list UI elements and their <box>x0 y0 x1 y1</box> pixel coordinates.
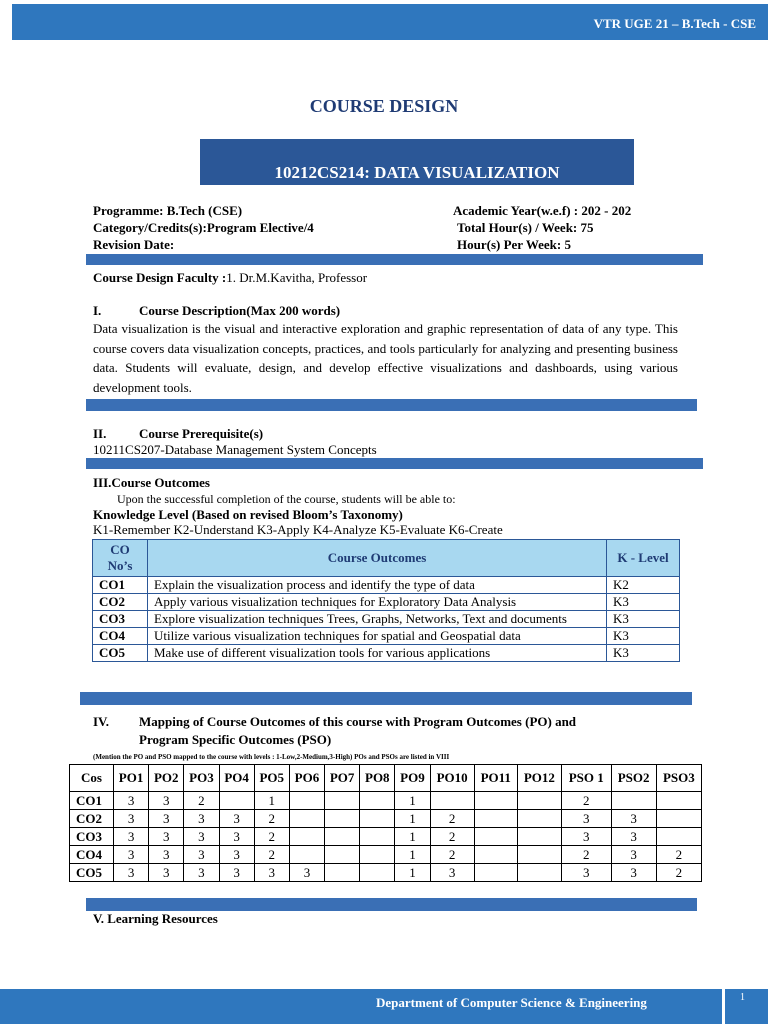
table-header: PO5 <box>254 765 289 792</box>
table-cell <box>289 810 324 828</box>
table-header: Cos <box>70 765 114 792</box>
divider-bar <box>86 898 697 911</box>
table-cell <box>430 792 474 810</box>
table-cell <box>325 792 360 810</box>
table-header: PSO 1 <box>561 765 611 792</box>
table-cell: 3 <box>149 864 184 882</box>
table-cell: CO5 <box>93 645 148 662</box>
table-cell: CO1 <box>70 792 114 810</box>
table-cell: 1 <box>395 810 430 828</box>
table-cell: 3 <box>219 846 254 864</box>
table-cell: CO2 <box>93 594 148 611</box>
table-cell <box>360 792 395 810</box>
footer-band <box>0 989 768 1024</box>
table-cell: 3 <box>289 864 324 882</box>
table-row <box>93 577 680 594</box>
programme: Programme: B.Tech (CSE) <box>93 203 243 218</box>
course-description: Data visualization is the visual and interactive exploration and graphic representation of data of any type. This course covers data visualization concepts, practices, and tools particularly for analyzing and presenting business data. Students will evaluate, design, and develop effective visualizations and dashboards, using various development tools. <box>93 321 678 395</box>
category: Category/Credits(s):Program Elective/4 <box>93 220 314 235</box>
mapping-note: (Mention the PO and PSO mapped to the course with levels : 1-Low,2-Medium,3-High) POs and PSOs are listed in VIII <box>93 753 450 761</box>
table-cell: 3 <box>611 864 656 882</box>
table-cell <box>517 846 561 864</box>
table-cell: 3 <box>561 810 611 828</box>
table-cell: 3 <box>114 810 149 828</box>
table-cell: 3 <box>114 846 149 864</box>
table-cell: 2 <box>254 810 289 828</box>
table-cell: 3 <box>219 828 254 846</box>
knowledge-level-title: Knowledge Level (Based on revised Bloom’s Taxonomy) <box>93 507 403 522</box>
table-header: PO12 <box>517 765 561 792</box>
table-header: PO11 <box>474 765 517 792</box>
section-5-title: V. Learning Resources <box>93 911 218 926</box>
header-band <box>12 4 768 40</box>
table-cell: K2 <box>607 577 680 594</box>
table-cell: 3 <box>114 828 149 846</box>
table-cell: 3 <box>561 828 611 846</box>
table-cell: 3 <box>149 828 184 846</box>
course-title: 10212CS214: DATA VISUALIZATION <box>274 163 560 182</box>
table-cell: 1 <box>395 828 430 846</box>
table-cell: CO3 <box>93 611 148 628</box>
table-cell: 3 <box>184 864 219 882</box>
section-3-title: III.Course Outcomes <box>93 475 210 490</box>
hours-per-week: Hour(s) Per Week: 5 <box>457 237 571 252</box>
table-header-row <box>93 540 680 577</box>
faculty-label: Course Design Faculty : <box>93 270 227 285</box>
course-outcomes-table <box>92 539 680 662</box>
table-cell: 2 <box>430 846 474 864</box>
revision-date: Revision Date: <box>93 237 175 252</box>
table-cell <box>517 864 561 882</box>
table-cell: 3 <box>430 864 474 882</box>
faculty-value: 1. Dr.M.Kavitha, Professor <box>226 270 368 285</box>
table-cell: CO4 <box>93 628 148 645</box>
table-header: PO6 <box>289 765 324 792</box>
table-header: K - Level <box>607 540 680 577</box>
table-header: PO10 <box>430 765 474 792</box>
table-cell <box>517 828 561 846</box>
table-row <box>70 828 702 846</box>
section-2-number: II. <box>93 426 107 441</box>
table-cell <box>474 828 517 846</box>
table-cell: K3 <box>607 611 680 628</box>
table-cell: 2 <box>254 846 289 864</box>
table-cell: K3 <box>607 594 680 611</box>
table-cell <box>325 828 360 846</box>
total-hours: Total Hour(s) / Week: 75 <box>457 220 594 235</box>
table-cell: 3 <box>149 792 184 810</box>
table-header: Course Outcomes <box>148 540 607 577</box>
table-cell: Apply various visualization techniques for Exploratory Data Analysis <box>148 594 607 611</box>
table-cell: 3 <box>149 846 184 864</box>
table-header: PO7 <box>325 765 360 792</box>
table-cell: 3 <box>184 846 219 864</box>
table-cell <box>360 828 395 846</box>
table-cell: 3 <box>611 828 656 846</box>
footer-department: Department of Computer Science & Engineering <box>376 995 647 1010</box>
table-row <box>70 846 702 864</box>
table-cell <box>474 792 517 810</box>
table-cell: 2 <box>184 792 219 810</box>
table-cell <box>474 846 517 864</box>
header-text: VTR UGE 21 – B.Tech - CSE <box>593 16 756 31</box>
table-cell: 2 <box>561 792 611 810</box>
divider-bar <box>86 254 703 265</box>
table-row <box>93 628 680 645</box>
table-cell: 3 <box>149 810 184 828</box>
table-cell: CO2 <box>70 810 114 828</box>
table-cell: Utilize various visualization techniques for spatial and Geospatial data <box>148 628 607 645</box>
table-cell: 3 <box>114 864 149 882</box>
table-row <box>93 611 680 628</box>
table-cell: K3 <box>607 645 680 662</box>
table-cell <box>325 864 360 882</box>
table-cell: 2 <box>561 846 611 864</box>
section-1-number: I. <box>93 303 102 318</box>
table-cell: 3 <box>184 810 219 828</box>
section-2-title: Course Prerequisite(s) <box>139 426 264 441</box>
table-cell <box>289 792 324 810</box>
table-cell: K3 <box>607 628 680 645</box>
table-cell: 1 <box>395 864 430 882</box>
table-cell <box>325 846 360 864</box>
table-header: PO1 <box>114 765 149 792</box>
course-title-box <box>200 139 634 185</box>
outcomes-intro: Upon the successful completion of the course, students will be able to: <box>117 492 456 506</box>
table-cell: 3 <box>611 810 656 828</box>
table-cell: 2 <box>254 828 289 846</box>
table-header-row <box>70 765 702 792</box>
table-cell: 3 <box>219 810 254 828</box>
table-cell <box>360 846 395 864</box>
table-row <box>93 645 680 662</box>
table-cell: 3 <box>219 864 254 882</box>
table-cell: 2 <box>430 810 474 828</box>
table-cell <box>325 810 360 828</box>
table-cell: 1 <box>395 792 430 810</box>
table-row <box>70 810 702 828</box>
table-cell <box>517 810 561 828</box>
table-header: PO9 <box>395 765 430 792</box>
section-4-number: IV. <box>93 714 110 729</box>
table-header: PSO3 <box>656 765 701 792</box>
table-cell <box>656 792 701 810</box>
knowledge-levels: K1-Remember K2-Understand K3-Apply K4-Analyze K5-Evaluate K6-Create <box>93 522 503 537</box>
faculty-line <box>93 270 367 286</box>
po-mapping-table <box>69 764 702 882</box>
table-cell <box>656 810 701 828</box>
divider-bar <box>86 458 703 469</box>
table-header: PO8 <box>360 765 395 792</box>
section-4-title-line1: Mapping of Course Outcomes of this course with Program Outcomes (PO) and <box>139 714 577 729</box>
table-cell: 2 <box>656 864 701 882</box>
table-cell <box>289 846 324 864</box>
table-cell <box>474 864 517 882</box>
table-header: PSO2 <box>611 765 656 792</box>
table-row <box>70 864 702 882</box>
table-cell: 3 <box>114 792 149 810</box>
table-header: PO3 <box>184 765 219 792</box>
table-cell: Make use of different visualization tools for various applications <box>148 645 607 662</box>
page-title: COURSE DESIGN <box>309 96 459 116</box>
table-header: PO2 <box>149 765 184 792</box>
table-cell <box>517 792 561 810</box>
academic-year: Academic Year(w.e.f) : 202 - 202 <box>453 203 632 218</box>
table-cell: CO4 <box>70 846 114 864</box>
divider-bar <box>86 399 697 411</box>
table-cell: Explain the visualization process and identify the type of data <box>148 577 607 594</box>
table-row <box>70 792 702 810</box>
footer-separator <box>722 989 725 1024</box>
table-cell: 1 <box>254 792 289 810</box>
section-1-title: Course Description(Max 200 words) <box>139 303 341 318</box>
table-header: PO4 <box>219 765 254 792</box>
table-cell <box>289 828 324 846</box>
table-cell <box>474 810 517 828</box>
table-cell: 1 <box>395 846 430 864</box>
section-4-title-line2: Program Specific Outcomes (PSO) <box>139 732 332 747</box>
divider-bar <box>80 692 692 705</box>
prerequisite: 10211CS207-Database Management System Concepts <box>93 442 377 457</box>
table-cell: 3 <box>561 864 611 882</box>
table-cell <box>219 792 254 810</box>
table-cell: CO5 <box>70 864 114 882</box>
table-cell: 3 <box>184 828 219 846</box>
table-cell <box>656 828 701 846</box>
table-cell <box>611 792 656 810</box>
table-cell: CO3 <box>70 828 114 846</box>
table-cell <box>360 810 395 828</box>
table-cell: 3 <box>254 864 289 882</box>
page-number: 1 <box>740 992 745 1003</box>
table-cell: 2 <box>430 828 474 846</box>
table-cell <box>360 864 395 882</box>
table-cell: 3 <box>611 846 656 864</box>
table-cell: 2 <box>656 846 701 864</box>
table-cell: CO1 <box>93 577 148 594</box>
table-cell: Explore visualization techniques Trees, Graphs, Networks, Text and documents <box>148 611 607 628</box>
table-row <box>93 594 680 611</box>
table-header: CO No’s <box>93 540 148 577</box>
